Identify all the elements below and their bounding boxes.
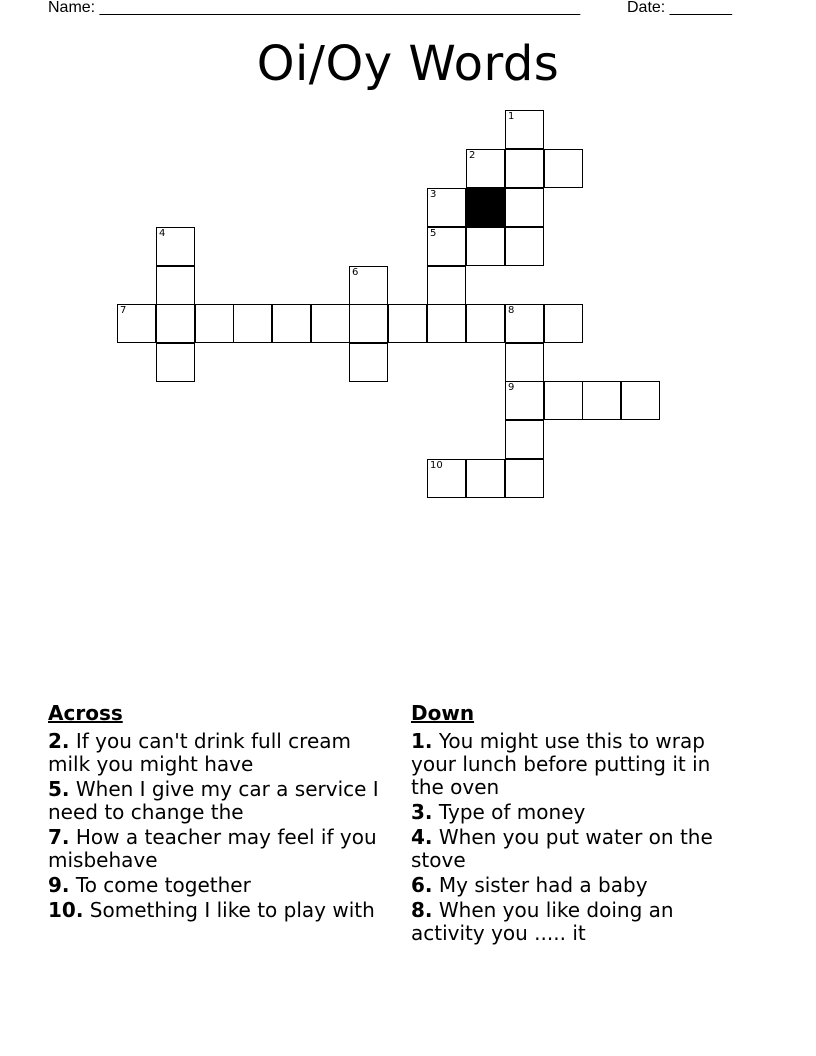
date-field[interactable]: _______: [669, 0, 732, 16]
clue-number-label: 1.: [411, 729, 433, 753]
crossword-cell[interactable]: [505, 110, 544, 149]
crossword-cell[interactable]: [349, 266, 388, 305]
crossword-cell[interactable]: [505, 227, 544, 266]
down-clues: [411, 700, 741, 947]
date-label: Date:: [627, 0, 666, 16]
crossword-cell[interactable]: [505, 459, 544, 498]
clue-item: [411, 801, 741, 824]
crossword-cell[interactable]: [156, 343, 195, 382]
crossword-cell[interactable]: [621, 381, 660, 420]
crossword-cell[interactable]: [466, 304, 505, 343]
clue-text: To come together: [75, 873, 251, 897]
clue-number: 6: [352, 267, 359, 278]
crossword-cell[interactable]: [311, 304, 350, 343]
clue-number-label: 2.: [48, 729, 70, 753]
crossword-cell[interactable]: [427, 304, 466, 343]
crossword-cell[interactable]: [505, 343, 544, 382]
clue-number: 4: [159, 228, 166, 239]
clue-item: [48, 874, 398, 897]
clue-number: 7: [120, 305, 127, 316]
name-label: Name:: [48, 0, 96, 16]
crossword-grid: [0, 0, 816, 520]
crossword-cell[interactable]: [505, 420, 544, 459]
crossword-cell[interactable]: [466, 227, 505, 266]
crossword-cell[interactable]: [466, 459, 505, 498]
clue-text: If you can't drink full cream milk you might have: [48, 729, 352, 776]
clue-text: Something I like to play with: [89, 898, 375, 922]
clue-text: When you like doing an activity you ..... it: [411, 898, 674, 945]
clue-number-label: 4.: [411, 825, 433, 849]
crossword-cell[interactable]: [195, 304, 234, 343]
clue-number-label: 10.: [48, 898, 84, 922]
across-heading: Across: [48, 701, 123, 725]
crossword-cell[interactable]: [233, 304, 272, 343]
crossword-cell[interactable]: [544, 304, 583, 343]
crossword-cell[interactable]: [156, 266, 195, 305]
clue-number-label: 9.: [48, 873, 70, 897]
crossword-cell[interactable]: [427, 188, 466, 227]
across-clues: [48, 700, 398, 924]
crossword-cell[interactable]: [544, 381, 583, 420]
clue-number: 3: [430, 189, 437, 200]
crossword-cell[interactable]: [388, 304, 427, 343]
crossword-cell[interactable]: [156, 227, 195, 266]
clue-number: 2: [469, 150, 476, 161]
crossword-cell[interactable]: [349, 304, 388, 343]
clue-number: 1: [508, 111, 515, 122]
clue-number: 5: [430, 228, 437, 239]
crossword-cell[interactable]: [349, 343, 388, 382]
clue-item: [48, 826, 398, 872]
clue-number-label: 7.: [48, 825, 70, 849]
clue-number-label: 6.: [411, 873, 433, 897]
crossword-cell[interactable]: [427, 459, 466, 498]
clue-item: [411, 826, 741, 872]
crossword-cell[interactable]: [544, 149, 583, 188]
clue-text: When you put water on the stove: [411, 825, 713, 872]
clue-text: Type of money: [438, 800, 586, 824]
crossword-cell[interactable]: [427, 227, 466, 266]
clue-item: [48, 899, 398, 922]
clue-item: [48, 730, 398, 776]
clue-number-label: 5.: [48, 777, 70, 801]
crossword-cell[interactable]: [505, 381, 544, 420]
clue-item: [411, 899, 741, 945]
crossword-cell[interactable]: [466, 149, 505, 188]
crossword-cell[interactable]: [117, 304, 156, 343]
clue-text: My sister had a baby: [438, 873, 648, 897]
page-title: Oi/Oy Words: [256, 36, 560, 92]
crossword-cell[interactable]: [156, 304, 195, 343]
clue-item: [48, 778, 398, 824]
clue-number: 10: [430, 460, 443, 471]
crossword-cell[interactable]: [505, 188, 544, 227]
clue-number: 8: [508, 305, 515, 316]
crossword-cell[interactable]: [505, 149, 544, 188]
crossword-cell[interactable]: [427, 266, 466, 305]
clue-text: You might use this to wrap your lunch before putting it in the oven: [411, 729, 711, 799]
down-heading: Down: [411, 701, 475, 725]
clue-number: 9: [508, 382, 515, 393]
clue-item: [411, 730, 741, 799]
clue-number-label: 8.: [411, 898, 433, 922]
clue-number-label: 3.: [411, 800, 433, 824]
name-field[interactable]: ______________________________________________________: [99, 0, 581, 16]
crossword-block-cell: [466, 188, 505, 227]
crossword-cell[interactable]: [272, 304, 311, 343]
clue-text: When I give my car a service I need to change the: [48, 777, 379, 824]
crossword-cell[interactable]: [505, 304, 544, 343]
crossword-cell[interactable]: [582, 381, 621, 420]
clue-item: [411, 874, 741, 897]
clue-text: How a teacher may feel if you misbehave: [48, 825, 377, 872]
